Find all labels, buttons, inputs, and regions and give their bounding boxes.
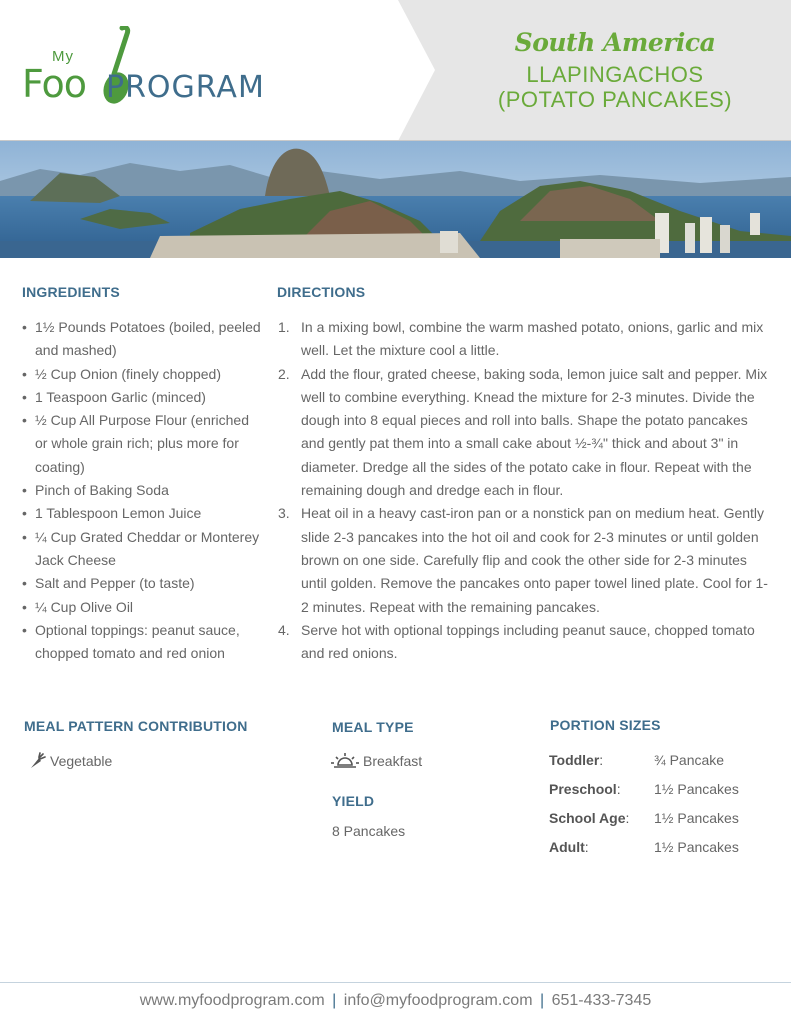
logo-my: My (52, 48, 74, 65)
dish-title (420, 62, 791, 112)
portion-label: Toddler: (549, 752, 604, 768)
footer-separator: | (539, 992, 545, 1009)
ingredient-item: • ½ Cup Onion (finely chopped) (22, 363, 262, 386)
ingredient-item: • ¼ Cup Olive Oil (22, 596, 262, 619)
meal-type-value-row (331, 752, 422, 770)
meal-pattern-value: Vegetable (50, 753, 113, 769)
portion-label-text: Preschool (549, 781, 617, 797)
portion-label-text: Adult (549, 839, 585, 855)
directions-heading: DIRECTIONS (277, 284, 366, 300)
step-number: 4. (278, 621, 290, 638)
footer-email[interactable]: info@myfoodprogram.com (343, 992, 533, 1009)
step-text: Heat oil in a heavy cast-iron pan or a nonstick pan on medium heat. Gently slide 2-3 pancakes into the hot oil and cook for 2-3 minutes or until golden brown on one side. Carefully flip and cook the other side for 2-3 minutes until golden. Remove the pancakes onto paper towel lined plate. Cool for 1-2 minutes. Repeat with the remaining pancakes. (301, 505, 768, 615)
direction-step (276, 619, 771, 666)
footer-divider (0, 982, 791, 983)
portion-value: 1½ Pancakes (654, 781, 739, 797)
logo (22, 26, 312, 112)
step-number: 1. (278, 319, 290, 335)
portion-label-text: School Age (549, 810, 626, 826)
portion-label: Preschool: (549, 781, 621, 797)
portion-sizes-heading: PORTION SIZES (550, 717, 661, 733)
ingredient-item: • ½ Cup All Purpose Flour (enriched or whole grain rich; plus more for coating) (22, 409, 262, 479)
dish-title-line2: (POTATO PANCAKES) (497, 87, 733, 112)
ingredient-item: • 1½ Pounds Potatoes (boiled, peeled and mashed) (22, 316, 262, 363)
portion-value: 1½ Pancakes (654, 839, 739, 855)
meal-type-value: Breakfast (363, 753, 423, 769)
footer-phone[interactable]: 651-433-7345 (551, 992, 652, 1009)
banner-photo (0, 141, 791, 258)
ingredient-item: • 1 Teaspoon Garlic (minced) (22, 386, 262, 409)
ingredient-item: • Pinch of Baking Soda (22, 479, 262, 502)
ingredients-heading: INGREDIENTS (22, 284, 120, 300)
footer (0, 992, 791, 1010)
direction-step (276, 316, 771, 363)
step-text: Serve hot with optional toppings including peanut sauce, chopped tomato and red onions. (301, 621, 755, 662)
ingredient-item: • Optional toppings: peanut sauce, chopped tomato and red onion (22, 619, 262, 666)
ingredient-item: • Salt and Pepper (to taste) (22, 572, 262, 595)
step-number: 2. (278, 365, 290, 382)
step-text: Add the flour, grated cheese, baking soda, lemon juice salt and pepper. Mix well to combine everything. Knead the mixture for 2-3 minutes. Divide the dough into 8 equal pieces and roll into balls. Shape the potato pancakes and gently pat them into a small cake about ½-¾" thick and about 3" in diameter. Dredge all the sides of the potato cake in flour. Repeat with the remaining dough and dredge each in flour. (301, 365, 768, 499)
carrot-icon (28, 752, 46, 770)
meal-type-heading: MEAL TYPE (332, 719, 414, 735)
direction-step (276, 502, 771, 618)
step-text: In a mixing bowl, combine the warm mashed potato, onions, garlic and mix well. Let the mixture cool a little. (301, 319, 764, 359)
yield-value: 8 Pancakes (332, 823, 406, 839)
meal-pattern-value-row (28, 752, 112, 770)
portion-label: Adult: (549, 839, 589, 855)
ingredient-item: • 1 Tablespoon Lemon Juice (22, 502, 262, 525)
region-title: South America (514, 28, 716, 57)
portion-value: 1½ Pancakes (654, 810, 739, 826)
footer-separator: | (332, 992, 337, 1009)
logo-food: Foo (22, 62, 87, 106)
meal-pattern-heading: MEAL PATTERN CONTRIBUTION (24, 718, 248, 734)
step-number: 3. (278, 505, 290, 522)
portion-value: ¾ Pancake (654, 752, 725, 768)
dish-title-line1: LLAPINGACHOS (526, 62, 704, 87)
yield-heading: YIELD (332, 793, 375, 809)
footer-website[interactable]: www.myfoodprogram.com (139, 992, 325, 1009)
sunrise-icon (331, 752, 359, 770)
portion-label: School Age: (549, 810, 630, 826)
directions-list (276, 316, 771, 665)
header (0, 0, 791, 141)
ingredient-item: • ¼ Cup Grated Cheddar or Monterey Jack Cheese (22, 526, 262, 573)
ingredients-list (22, 316, 262, 665)
direction-step (276, 363, 771, 503)
portion-label-text: Toddler (549, 752, 600, 768)
logo-program: PROGRAM (106, 70, 265, 105)
